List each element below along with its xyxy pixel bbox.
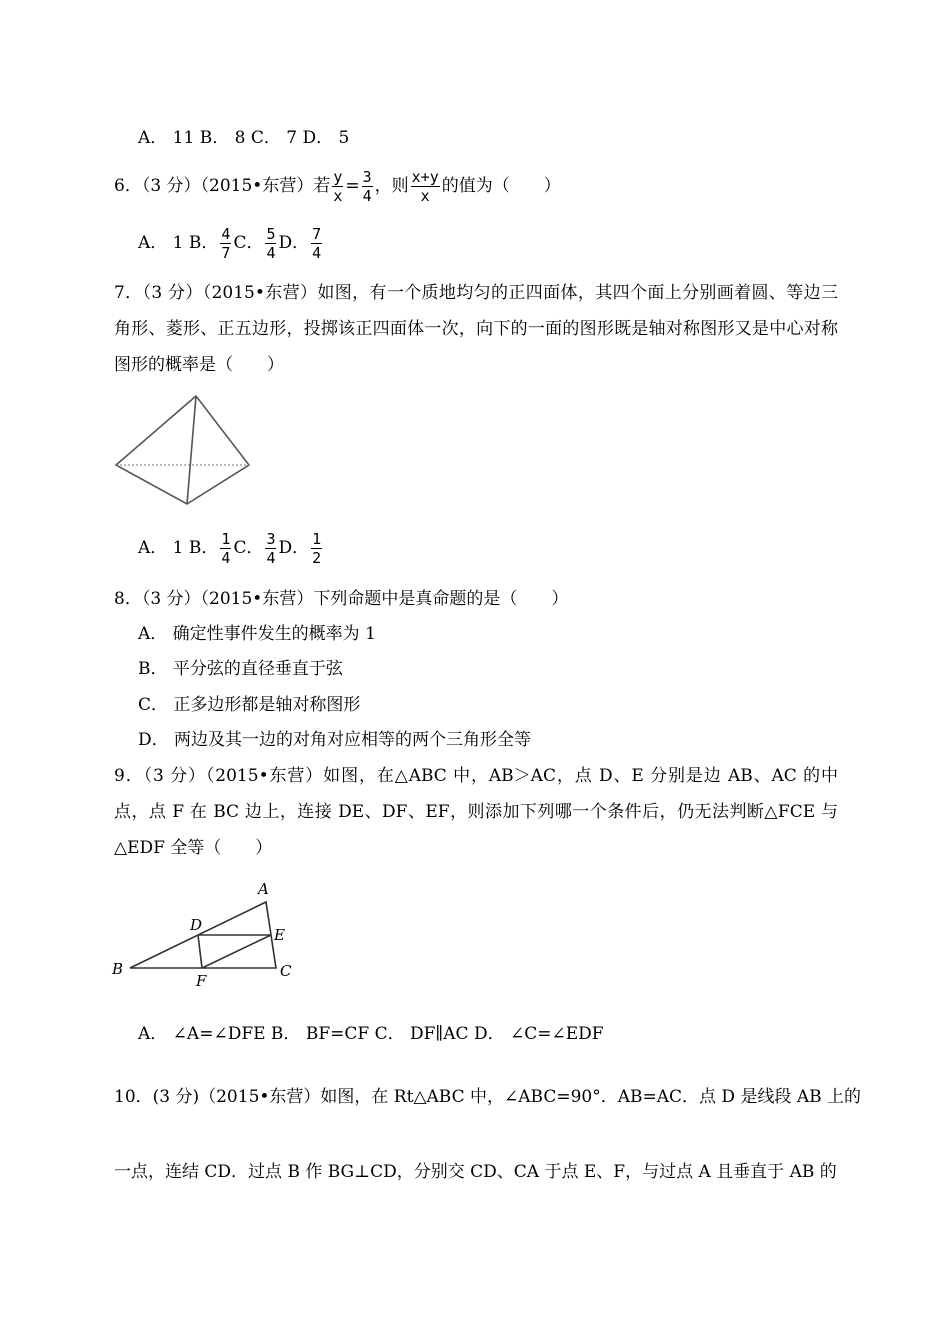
q6-prefix: 6．（3 分）（2015•东营）若 [114, 176, 331, 196]
q8-option-c: C． 正多边形都是轴对称图形 [138, 695, 361, 715]
q6-options: A． 1 B． $\frac{4}{7}$ C． $\frac{5}{4}$ D． $\frac{7}{4}$ [138, 225, 322, 262]
q7-options: A． 1 B． $\frac{1}{4}$ C． $\frac{3}{4}$ D． $\frac{1}{2}$ [138, 530, 322, 567]
triangle-abc-figure [110, 878, 300, 990]
q10-line2: 一点，连结 CD．过点 B 作 BG⊥CD，分别交 CD、CA 于点 E、F，与过点 A 且垂直于 AB 的 [114, 1162, 837, 1182]
label-c: C [280, 962, 292, 980]
q6-fraction-xy-over-x: $\frac{x+y}{x}$ [411, 168, 439, 205]
label-b: B [112, 960, 124, 978]
q8-stem: 8．（3 分）（2015•东营）下列命题中是真命题的是（ ） [114, 589, 569, 609]
q5-options: A． 11 B． 8 C． 7 D． 5 [138, 128, 350, 148]
q6-stem: 6．（3 分）（2015•东营）若 $\frac{y}{x}$ = $\frac{3}{4}$ ，则 $\frac{x+y}{x}$ 的值为（ ） [114, 168, 561, 205]
tetrahedron-figure [114, 392, 254, 510]
q8-option-b: B． 平分弦的直径垂直于弦 [138, 659, 343, 679]
q9-options: A． ∠A=∠DFE B． BF=CF C． DF∥AC D． ∠C=∠EDF [138, 1024, 604, 1044]
label-f: F [196, 972, 207, 990]
q8-option-d: D． 两边及其一边的对角对应相等的两个三角形全等 [138, 730, 532, 750]
q7-stem: 7．（3 分）（2015•东营）如图，有一个质地均匀的正四面体，其四个面上分别画着圆、等边三角形、菱形、正五边形，投掷该正四面体一次，向下的一面的图形既是轴对称图形又是中心对称图形的概率是（ ） [114, 283, 838, 375]
label-a: A [258, 880, 269, 898]
q10-line1: 10．(3 分)（2015•东营）如图，在 Rt△ABC 中，∠ABC=90°．AB=AC．点 D 是线段 AB 上的 [114, 1087, 862, 1107]
label-d: D [190, 916, 203, 934]
q8-option-a: A． 确定性事件发生的概率为 1 [138, 624, 376, 644]
q6-fraction-y-over-x: $\frac{y}{x}$ [333, 168, 343, 205]
label-e: E [274, 926, 285, 944]
q9-stem: 9．（3 分）（2015•东营）如图，在△ABC 中，AB＞AC，点 D、E 分别是边 AB、AC 的中点，点 F 在 BC 边上，连接 DE、DF、EF，则添加下列哪一个条件后，仍无法判断△FCE 与△EDF 全等（ ） [114, 766, 838, 858]
q6-fraction-3-over-4: $\frac{3}{4}$ [362, 168, 372, 205]
